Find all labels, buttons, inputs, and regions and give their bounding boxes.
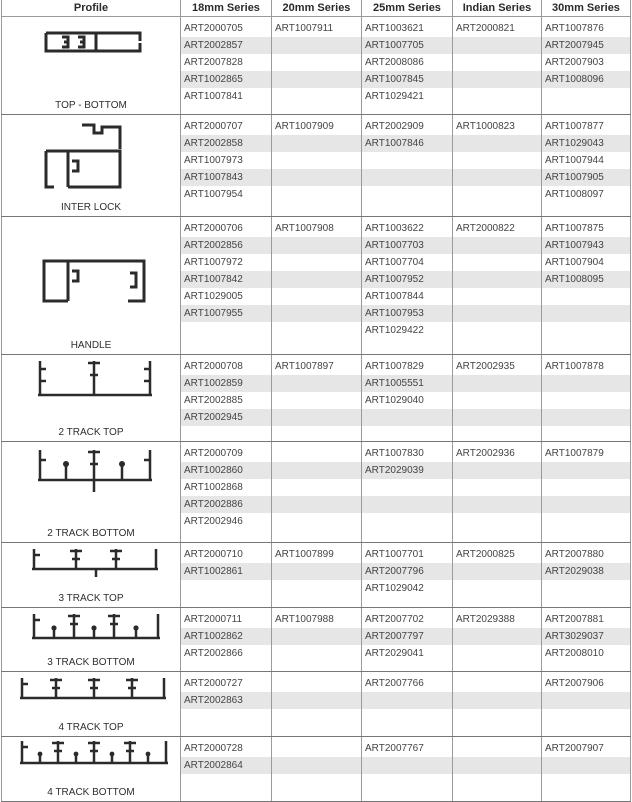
part-code: ART1007952 <box>362 271 452 288</box>
part-code <box>272 709 361 726</box>
table-row <box>2 672 631 737</box>
part-code <box>272 462 361 479</box>
series-cell <box>181 442 272 543</box>
part-code: ART2002863 <box>181 692 271 709</box>
part-code: ART2029039 <box>362 462 452 479</box>
part-code <box>453 675 541 692</box>
table-row <box>2 608 631 672</box>
inter-lock-profile-icon <box>2 115 181 195</box>
part-code: ART1007704 <box>365 257 424 268</box>
part-code <box>362 479 452 496</box>
part-code: ART1007904 <box>545 257 604 268</box>
part-code: ART1029421 <box>365 91 424 102</box>
series-cell <box>542 672 631 737</box>
part-code: ART2008086 <box>365 57 424 68</box>
profile-group <box>2 217 631 355</box>
profile-label: 3 TRACK BOTTOM <box>47 657 135 668</box>
profile-label: INTER LOCK <box>60 202 121 213</box>
series-cell <box>453 355 542 442</box>
part-code: ART2007906 <box>545 678 604 689</box>
part-code: ART1029005 <box>184 291 243 302</box>
part-code: ART2000708 <box>184 361 243 372</box>
part-code: ART2002945 <box>181 409 271 426</box>
series-cell <box>542 608 631 672</box>
part-code <box>272 392 361 409</box>
part-code <box>542 513 630 530</box>
part-code <box>272 237 361 254</box>
part-code <box>542 462 630 479</box>
part-code: ART2000707 <box>184 121 243 132</box>
table-row <box>2 355 631 442</box>
part-code: ART2007766 <box>365 678 424 689</box>
header-18mm-series: 18mm Series <box>181 0 272 17</box>
part-code: ART2002946 <box>184 516 243 527</box>
part-code: ART2000710 <box>184 549 243 560</box>
part-code: ART2007828 <box>184 57 243 68</box>
part-code: ART2000705 <box>184 23 243 34</box>
series-cell <box>272 355 362 442</box>
part-code <box>542 709 630 726</box>
series-cell <box>362 737 453 802</box>
part-code: ART1007955 <box>181 305 271 322</box>
part-code <box>181 322 271 339</box>
part-code: ART1007841 <box>184 91 243 102</box>
series-cell <box>453 608 542 672</box>
part-code <box>453 628 541 645</box>
profile-label: 4 TRACK TOP <box>58 722 124 733</box>
part-code: ART2000711 <box>184 614 243 625</box>
part-code: ART1008096 <box>542 71 630 88</box>
series-cell <box>362 115 453 217</box>
part-code <box>453 709 541 726</box>
part-code: ART1007909 <box>275 121 334 132</box>
part-code: ART2002857 <box>181 37 271 54</box>
part-code <box>272 496 361 513</box>
part-code: ART2002909 <box>365 121 424 132</box>
part-code: ART2000709 <box>184 448 243 459</box>
part-code: ART1007843 <box>181 169 271 186</box>
part-code: ART2007880 <box>545 549 604 560</box>
part-code <box>453 740 541 757</box>
profile-group <box>2 737 631 802</box>
series-cell <box>272 442 362 543</box>
part-code: ART2007903 <box>545 57 604 68</box>
part-code <box>542 774 630 791</box>
part-code <box>272 322 361 339</box>
series-cell <box>181 355 272 442</box>
part-code: ART1029422 <box>365 325 424 336</box>
part-code <box>453 237 541 254</box>
header-profile: Profile <box>2 0 181 17</box>
profile-label: 3 TRACK TOP <box>58 593 124 604</box>
part-code: ART2002864 <box>181 757 271 774</box>
part-code: ART1007944 <box>545 155 604 166</box>
part-code: ART1007830 <box>365 448 424 459</box>
table-row <box>2 115 631 217</box>
top-bottom-profile-icon <box>2 17 181 77</box>
part-code <box>272 305 361 322</box>
part-code <box>542 496 630 513</box>
part-code: ART2002886 <box>181 496 271 513</box>
series-cell <box>272 17 362 115</box>
part-code: ART1007829 <box>365 361 424 372</box>
part-code <box>453 71 541 88</box>
part-code <box>453 288 541 305</box>
part-code <box>272 254 361 271</box>
part-code: ART1002861 <box>181 563 271 580</box>
part-code <box>362 513 452 530</box>
handle-profile-icon <box>2 217 181 307</box>
part-code <box>272 152 361 169</box>
part-code <box>272 645 361 662</box>
part-code <box>272 71 361 88</box>
part-code: ART1007701 <box>365 549 424 560</box>
part-code: ART1007845 <box>362 71 452 88</box>
part-code <box>272 288 361 305</box>
part-code: ART2000728 <box>184 743 243 754</box>
header-20mm-series: 20mm Series <box>272 0 362 17</box>
series-cell <box>272 543 362 608</box>
part-code: ART1007703 <box>362 237 452 254</box>
part-code: ART1002859 <box>181 375 271 392</box>
part-code <box>272 774 361 791</box>
part-code <box>453 774 541 791</box>
part-code <box>542 409 630 426</box>
part-code: ART2002856 <box>181 237 271 254</box>
part-code <box>453 135 541 152</box>
profile-series-table <box>1 0 631 802</box>
part-code <box>272 580 361 597</box>
part-code <box>272 169 361 186</box>
part-code <box>453 645 541 662</box>
part-code <box>181 774 271 791</box>
part-code: ART1007973 <box>184 155 243 166</box>
part-code: ART1007899 <box>275 549 334 560</box>
part-code: ART1002865 <box>181 71 271 88</box>
series-cell <box>542 17 631 115</box>
series-cell <box>181 217 272 355</box>
part-code <box>272 375 361 392</box>
two-track-top-profile-icon <box>2 355 181 405</box>
series-cell <box>542 115 631 217</box>
part-code: ART2002935 <box>456 361 515 372</box>
series-cell <box>453 543 542 608</box>
part-code <box>453 563 541 580</box>
series-cell <box>542 543 631 608</box>
part-code: ART1008095 <box>542 271 630 288</box>
part-code <box>453 254 541 271</box>
profile-cell <box>2 608 181 672</box>
part-code <box>453 757 541 774</box>
part-code: ART2000825 <box>456 549 515 560</box>
part-code <box>272 740 361 757</box>
part-code: ART1007953 <box>362 305 452 322</box>
part-code <box>453 513 541 530</box>
part-code <box>453 88 541 105</box>
profile-group <box>2 672 631 737</box>
part-code: ART3029037 <box>542 628 630 645</box>
series-cell <box>181 115 272 217</box>
table-row <box>2 737 631 802</box>
part-code <box>542 692 630 709</box>
part-code <box>453 479 541 496</box>
profile-group <box>2 543 631 608</box>
part-code <box>272 513 361 530</box>
part-code <box>542 580 630 597</box>
series-cell <box>272 737 362 802</box>
series-cell <box>362 355 453 442</box>
part-code <box>453 409 541 426</box>
table-row <box>2 17 631 115</box>
part-code <box>272 675 361 692</box>
part-code <box>542 288 630 305</box>
series-cell <box>181 737 272 802</box>
part-code: ART1005551 <box>362 375 452 392</box>
profile-label: TOP - BOTTOM <box>55 100 127 111</box>
profile-label: HANDLE <box>70 340 112 351</box>
part-code: ART1007842 <box>181 271 271 288</box>
part-code: ART2029388 <box>456 614 515 625</box>
part-code: ART1002868 <box>184 482 243 493</box>
part-code <box>453 271 541 288</box>
part-code <box>453 496 541 513</box>
part-code <box>362 692 452 709</box>
part-code: ART1007876 <box>545 23 604 34</box>
profile-cell <box>2 442 181 543</box>
profile-cell <box>2 17 181 115</box>
series-cell <box>362 217 453 355</box>
series-cell <box>542 737 631 802</box>
part-code: ART2000727 <box>184 678 243 689</box>
profile-cell <box>2 543 181 608</box>
part-code <box>362 496 452 513</box>
part-code <box>272 409 361 426</box>
series-cell <box>272 115 362 217</box>
part-code <box>362 709 452 726</box>
series-cell <box>453 442 542 543</box>
part-code: ART2002858 <box>181 135 271 152</box>
table-row <box>2 442 631 543</box>
part-code <box>453 392 541 409</box>
four-track-bottom-profile-icon <box>2 737 181 777</box>
part-code: ART1007846 <box>362 135 452 152</box>
part-code <box>272 563 361 580</box>
three-track-top-profile-icon <box>2 543 181 583</box>
table-row <box>2 217 631 355</box>
profile-cell <box>2 217 181 355</box>
series-cell <box>181 672 272 737</box>
part-code <box>542 322 630 339</box>
series-cell <box>362 608 453 672</box>
part-code: ART1007877 <box>545 121 604 132</box>
part-code: ART2007796 <box>362 563 452 580</box>
part-code: ART2002866 <box>184 648 243 659</box>
part-code <box>542 305 630 322</box>
part-code <box>272 271 361 288</box>
part-code <box>542 757 630 774</box>
part-code <box>362 757 452 774</box>
series-cell <box>362 543 453 608</box>
part-code <box>272 445 361 462</box>
part-code <box>453 322 541 339</box>
part-code: ART2029038 <box>542 563 630 580</box>
series-cell <box>542 355 631 442</box>
series-cell <box>453 672 542 737</box>
part-code: ART1002860 <box>181 462 271 479</box>
profile-cell <box>2 672 181 737</box>
part-code: ART1007911 <box>275 23 334 34</box>
part-code: ART1002862 <box>181 628 271 645</box>
part-code: ART1029042 <box>365 583 424 594</box>
part-code <box>272 692 361 709</box>
part-code <box>181 709 271 726</box>
series-cell <box>453 217 542 355</box>
part-code <box>272 757 361 774</box>
part-code <box>542 88 630 105</box>
part-code <box>272 54 361 71</box>
profile-label: 2 TRACK BOTTOM <box>47 528 135 539</box>
three-track-bottom-profile-icon <box>2 608 181 648</box>
part-code <box>453 37 541 54</box>
series-cell <box>181 608 272 672</box>
part-code <box>362 152 452 169</box>
series-cell <box>181 17 272 115</box>
part-code <box>272 135 361 152</box>
part-code: ART2007945 <box>542 37 630 54</box>
header-indian-series: Indian Series <box>453 0 542 17</box>
series-cell <box>272 217 362 355</box>
part-code <box>362 774 452 791</box>
series-cell <box>453 115 542 217</box>
profile-group <box>2 115 631 217</box>
part-code: ART1007988 <box>275 614 334 625</box>
profile-cell <box>2 355 181 442</box>
part-code <box>362 169 452 186</box>
profile-group <box>2 442 631 543</box>
part-code <box>542 392 630 409</box>
part-code: ART1007897 <box>275 361 334 372</box>
part-code <box>542 479 630 496</box>
profile-group <box>2 17 631 115</box>
part-code <box>453 305 541 322</box>
header-30mm-series: 30mm Series <box>542 0 631 17</box>
part-code <box>453 580 541 597</box>
part-code: ART1007943 <box>542 237 630 254</box>
profile-cell <box>2 115 181 217</box>
part-code: ART1007879 <box>545 448 604 459</box>
part-code <box>181 580 271 597</box>
part-code: ART2000822 <box>456 223 515 234</box>
part-code: ART1000823 <box>456 121 515 132</box>
part-code <box>362 186 452 203</box>
part-code: ART1007908 <box>275 223 334 234</box>
part-code: ART1007844 <box>365 291 424 302</box>
part-code <box>272 88 361 105</box>
profile-label: 4 TRACK BOTTOM <box>47 787 135 798</box>
part-code: ART2007767 <box>365 743 424 754</box>
part-code: ART1007954 <box>184 189 243 200</box>
series-cell <box>362 672 453 737</box>
part-code <box>453 692 541 709</box>
series-cell <box>453 737 542 802</box>
two-track-bottom-profile-icon <box>2 442 181 502</box>
series-cell <box>453 17 542 115</box>
part-code <box>272 628 361 645</box>
part-code: ART2007907 <box>545 743 604 754</box>
part-code: ART2000706 <box>184 223 243 234</box>
part-code: ART1007905 <box>542 169 630 186</box>
series-cell <box>542 217 631 355</box>
part-code: ART1029040 <box>365 395 424 406</box>
part-code <box>362 409 452 426</box>
part-code: ART2029041 <box>365 648 424 659</box>
header-25mm-series: 25mm Series <box>362 0 453 17</box>
part-code: ART1008097 <box>545 189 604 200</box>
series-cell <box>542 442 631 543</box>
part-code: ART1007972 <box>184 257 243 268</box>
part-code: ART1029043 <box>542 135 630 152</box>
part-code: ART1003621 <box>365 23 424 34</box>
profile-group <box>2 355 631 442</box>
part-code <box>272 479 361 496</box>
part-code: ART2007881 <box>545 614 604 625</box>
series-cell <box>362 442 453 543</box>
part-code: ART1003622 <box>365 223 424 234</box>
part-code: ART1007875 <box>545 223 604 234</box>
part-code: ART2002885 <box>184 395 243 406</box>
part-code: ART2008010 <box>545 648 604 659</box>
header-row <box>2 0 631 17</box>
part-code <box>453 186 541 203</box>
profile-label: 2 TRACK TOP <box>58 427 124 438</box>
part-code: ART2007797 <box>362 628 452 645</box>
part-code <box>453 462 541 479</box>
part-code <box>272 37 361 54</box>
part-code: ART1007705 <box>362 37 452 54</box>
profile-cell <box>2 737 181 802</box>
profile-group <box>2 608 631 672</box>
part-code: ART2007702 <box>365 614 424 625</box>
part-code: ART2002936 <box>456 448 515 459</box>
part-code <box>453 375 541 392</box>
series-cell <box>272 608 362 672</box>
part-code <box>453 152 541 169</box>
part-code <box>453 54 541 71</box>
part-code: ART2000821 <box>456 23 515 34</box>
series-cell <box>181 543 272 608</box>
table-row <box>2 543 631 608</box>
part-code <box>453 169 541 186</box>
part-code <box>272 186 361 203</box>
four-track-top-profile-icon <box>2 672 181 712</box>
part-code <box>542 375 630 392</box>
series-cell <box>362 17 453 115</box>
part-code: ART1007878 <box>545 361 604 372</box>
series-cell <box>272 672 362 737</box>
